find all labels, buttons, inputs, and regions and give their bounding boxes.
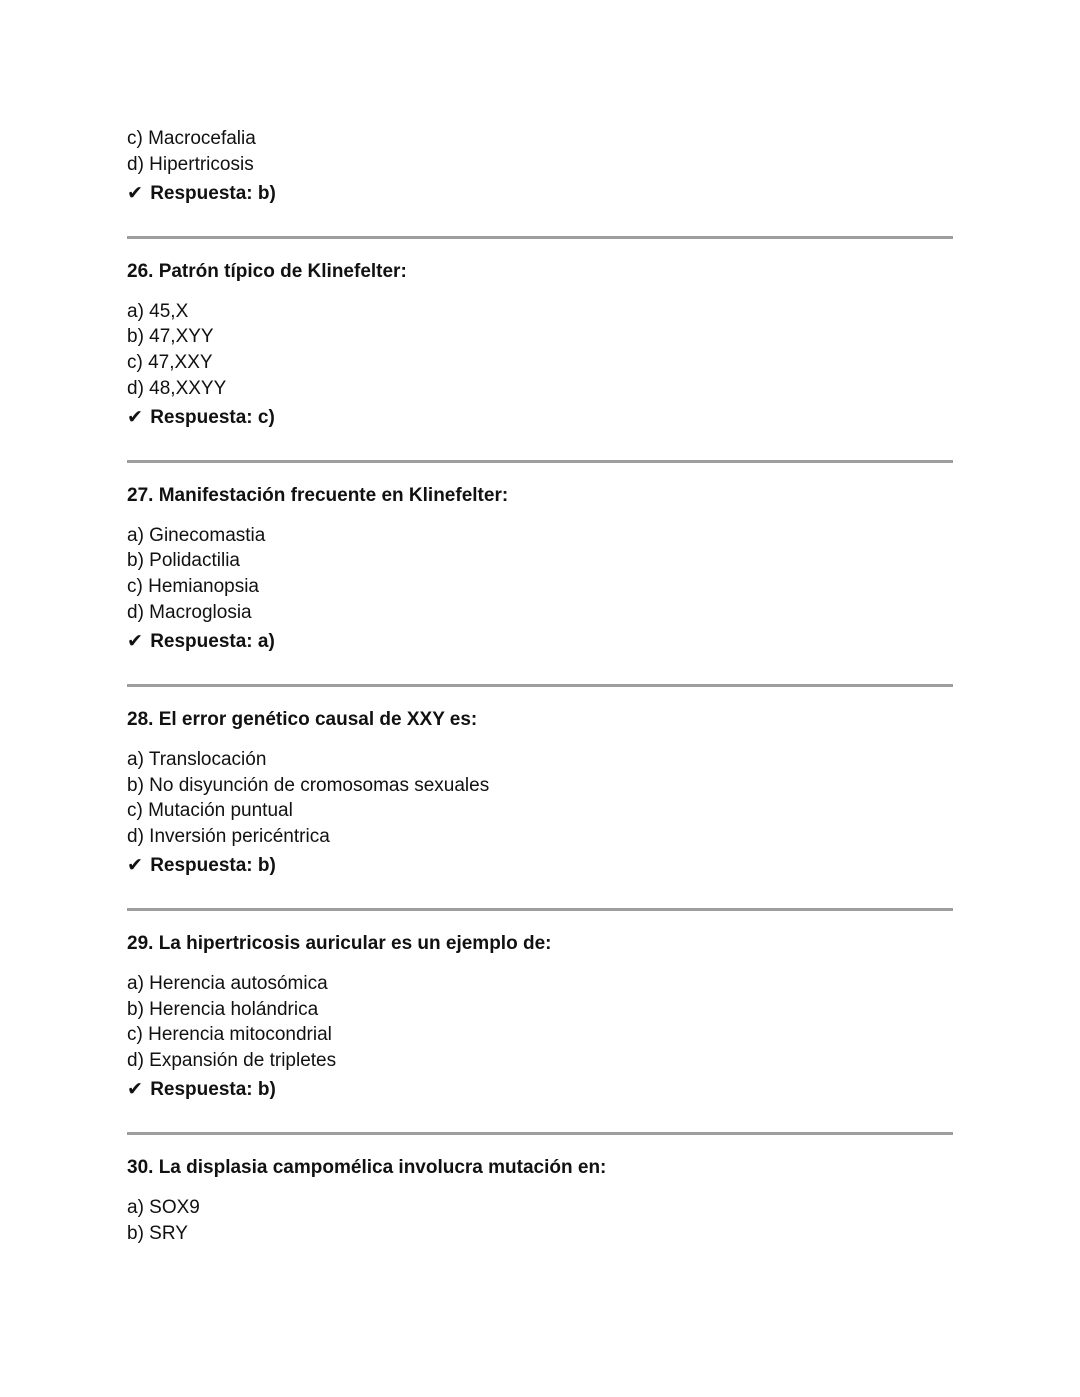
option-a: a) 45,X	[127, 301, 189, 322]
option-d: d) Macroglosia	[127, 602, 252, 623]
option-c: c) Herencia mitocondrial	[127, 1024, 332, 1045]
answer-text: Respuesta: b)	[150, 855, 276, 876]
option-d: d) Expansión de tripletes	[127, 1050, 337, 1071]
question-title: 30. La displasia campomélica involucra mutación en:	[127, 1157, 607, 1178]
answer-line	[127, 1077, 276, 1102]
section-divider	[127, 1132, 953, 1135]
section-divider	[127, 236, 953, 239]
check-icon: ✔	[127, 630, 143, 652]
option-c: c) Macrocefalia	[127, 128, 256, 149]
question-title: 27. Manifestación frecuente en Klinefelter:	[127, 485, 509, 506]
check-icon: ✔	[127, 406, 143, 428]
answer-line	[127, 181, 276, 206]
check-icon: ✔	[127, 182, 143, 204]
section-divider	[127, 908, 953, 911]
answer-text: Respuesta: b)	[150, 1079, 276, 1100]
option-c: c) Mutación puntual	[127, 800, 293, 821]
check-icon: ✔	[127, 854, 143, 876]
question-title: 29. La hipertricosis auricular es un ejemplo de:	[127, 933, 552, 954]
check-icon: ✔	[127, 1078, 143, 1100]
answer-text: Respuesta: c)	[150, 407, 275, 428]
option-b: b) SRY	[127, 1223, 188, 1244]
option-a: a) Herencia autosómica	[127, 973, 328, 994]
option-d: d) Inversión pericéntrica	[127, 826, 330, 847]
question-title: 26. Patrón típico de Klinefelter:	[127, 261, 407, 282]
option-a: a) Ginecomastia	[127, 525, 266, 546]
option-d: d) Hipertricosis	[127, 154, 254, 175]
option-a: a) Translocación	[127, 749, 267, 770]
option-a: a) SOX9	[127, 1197, 200, 1218]
answer-line	[127, 629, 275, 654]
option-b: b) 47,XYY	[127, 326, 214, 347]
answer-text: Respuesta: b)	[150, 183, 276, 204]
answer-line	[127, 853, 276, 878]
option-d: d) 48,XXYY	[127, 378, 227, 399]
section-divider	[127, 460, 953, 463]
option-c: c) 47,XXY	[127, 352, 213, 373]
option-c: c) Hemianopsia	[127, 576, 259, 597]
option-b: b) Herencia holándrica	[127, 999, 319, 1020]
section-divider	[127, 684, 953, 687]
option-b: b) Polidactilia	[127, 550, 240, 571]
answer-text: Respuesta: a)	[150, 631, 275, 652]
answer-line	[127, 405, 275, 430]
option-b: b) No disyunción de cromosomas sexuales	[127, 775, 490, 796]
question-title: 28. El error genético causal de XXY es:	[127, 709, 478, 730]
